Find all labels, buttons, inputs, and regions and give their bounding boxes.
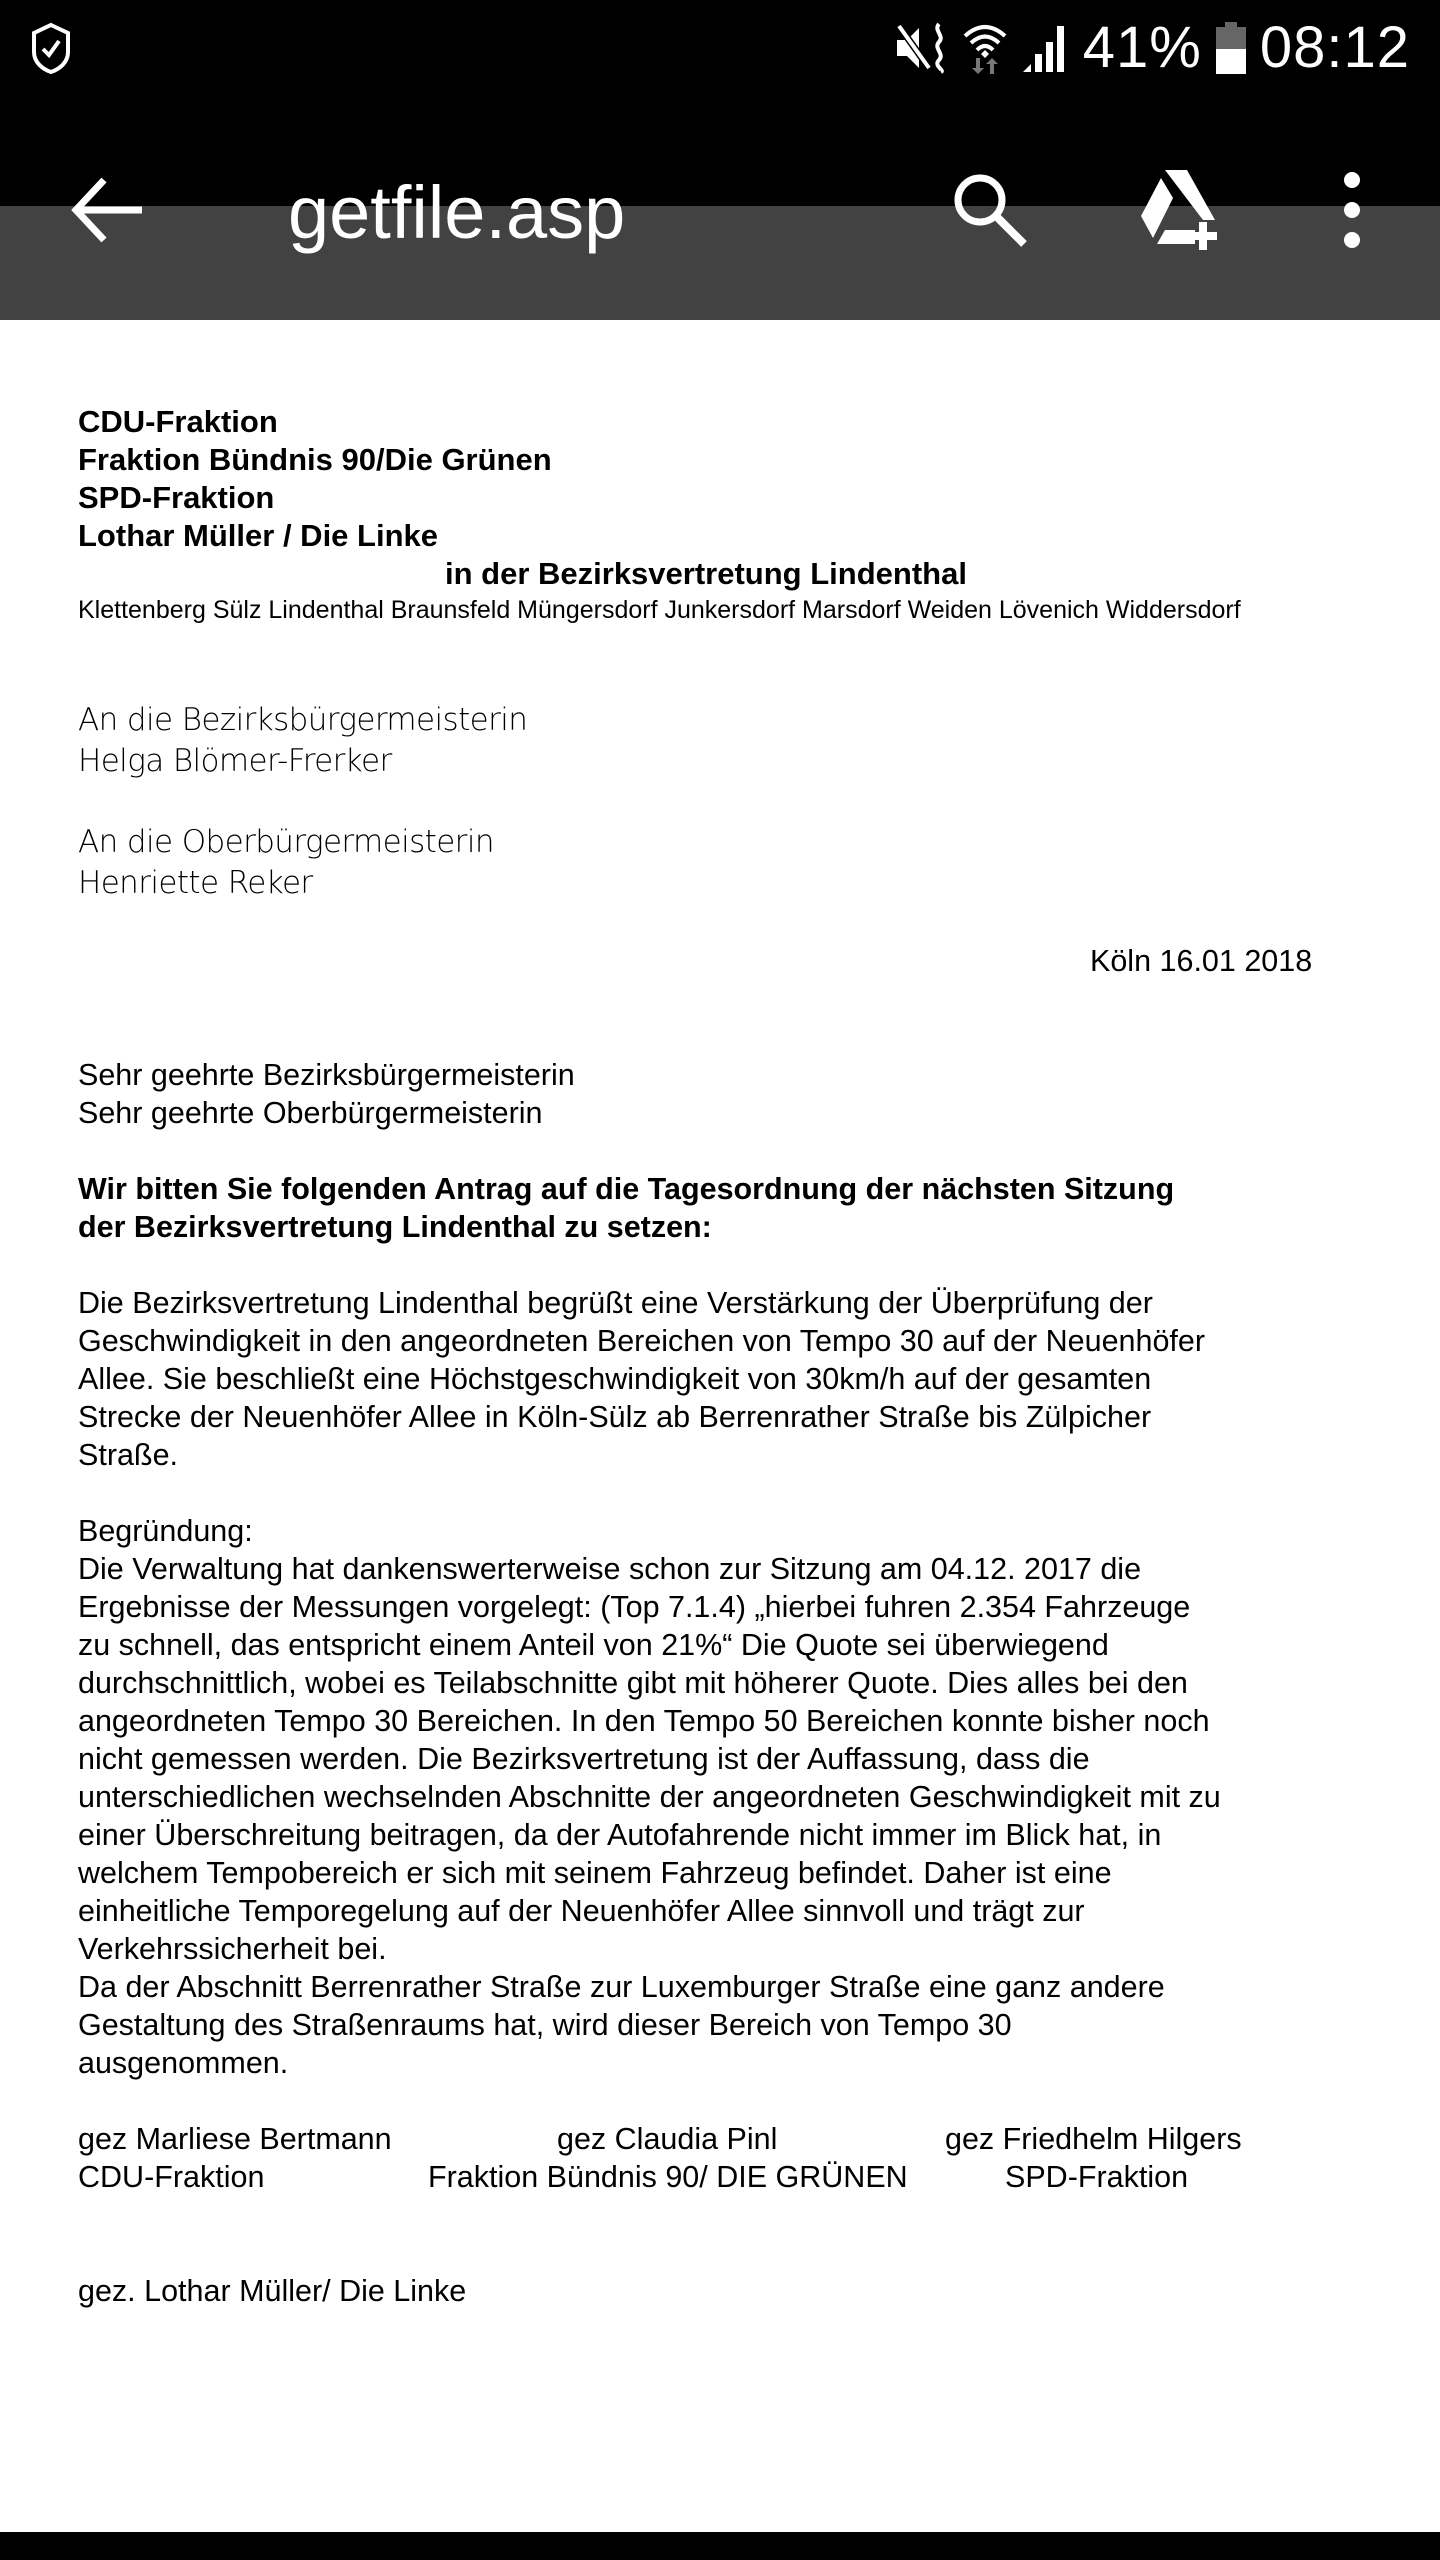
document-page[interactable] [0,320,1440,2532]
more-vert-icon [1330,170,1374,250]
reason-line: einheitliche Temporegelung auf der Neuenhöfer Allee sinnvoll und trägt zur [78,1894,1085,1928]
shield-check-icon [30,22,72,74]
reason-line: unterschiedlichen wechselnden Abschnitte der angeordneten Geschwindigkeit mit zu [78,1780,1221,1814]
motion-line: Allee. Sie beschließt eine Höchstgeschwindigkeit von 30km/h auf der gesamten [78,1362,1152,1396]
body-line: in der Bezirksvertretung Lindenthal [445,556,967,591]
add-to-drive-icon [1135,164,1225,254]
reason-line: durchschnittlich, wobei es Teilabschnitte gibt mit höherer Quote. Dies alles bei den [78,1666,1188,1700]
cell-signal-icon [1021,22,1069,74]
salutation: Sehr geehrte Bezirksbürgermeisterin [78,1058,575,1092]
motion-line: Geschwindigkeit in den angeordneten Bereichen von Tempo 30 auf der Neuenhöfer [78,1324,1206,1358]
reason-line: zu schnell, das entspricht einem Anteil von 21%“ Die Quote sei überwiegend [78,1628,1109,1662]
back-button[interactable] [70,170,150,250]
app-toolbar [0,140,1440,280]
more-options-button[interactable] [1330,170,1374,250]
reason-line: nicht gemessen werden. Die Bezirksvertretung ist der Auffassung, dass die [78,1742,1090,1776]
status-icons [895,15,1410,80]
reason-line: Gestaltung des Straßenraums hat, wird dieser Bereich von Tempo 30 [78,2008,1012,2042]
reason-line: Da der Abschnitt Berrenrather Straße zur Luxemburger Straße eine ganz andere [78,1970,1165,2004]
battery-icon [1216,22,1246,74]
toolbar-title: getfile.asp [288,171,626,254]
districts-line: Klettenberg Sülz Lindenthal Braunsfeld Müngersdorf Junkersdorf Marsdorf Weiden Lövenich Widdersdorf [78,596,1241,624]
final-signature: gez. Lothar Müller/ Die Linke [78,2274,467,2308]
recipient-name: Helga Blömer-Frerker [78,743,392,779]
signature-party: CDU-Fraktion [78,2160,265,2194]
motion-line: Strecke der Neuenhöfer Allee in Köln-Sülz ab Berrenrather Straße bis Zülpicher [78,1400,1152,1434]
motion-line: Straße. [78,1438,179,1472]
sender-line: Fraktion Bündnis 90/Die Grünen [78,442,552,477]
reason-line: Die Verwaltung hat dankenswerterweise schon zur Sitzung am 04.12. 2017 die [78,1552,1142,1586]
wifi-data-icon [963,22,1007,74]
reason-heading: Begründung: [78,1514,253,1548]
reason-line: angeordneten Tempo 30 Bereichen. In den Tempo 50 Bereichen konnte bisher noch [78,1704,1210,1738]
status-bar [0,0,1440,100]
signature-name: gez Marliese Bertmann [78,2122,392,2156]
sender-line: SPD-Fraktion [78,480,275,515]
signature-name: gez Claudia Pinl [557,2122,778,2156]
mute-vibrate-icon [895,22,949,74]
sender-line: Lothar Müller / Die Linke [78,518,438,553]
request-line: Wir bitten Sie folgenden Antrag auf die Tagesordnung der nächsten Sitzung [78,1172,1175,1206]
signature-party: SPD-Fraktion [1005,2160,1189,2194]
recipient-name: Henriette Reker [78,865,313,901]
place-date: Köln 16.01 2018 [1090,944,1313,978]
arrow-back-icon [70,170,150,250]
add-to-drive-button[interactable] [1135,164,1225,254]
reason-line: einer Überschreitung beitragen, da der Autofahrende nicht immer im Blick hat, in [78,1818,1162,1852]
signature-name: gez Friedhelm Hilgers [945,2122,1242,2156]
reason-line: Ergebnisse der Messungen vorgelegt: (Top 7.1.4) „hierbei fuhren 2.354 Fahrzeuge [78,1590,1191,1624]
reason-line: Verkehrssicherheit bei. [78,1932,387,1966]
reason-line: ausgenommen. [78,2046,289,2080]
navigation-bar [0,2532,1440,2560]
battery-percent: 41% [1082,15,1202,80]
sender-line: CDU-Fraktion [78,404,278,439]
motion-line: Die Bezirksvertretung Lindenthal begrüßt eine Verstärkung der Überprüfung der [78,1286,1153,1320]
request-line: der Bezirksvertretung Lindenthal zu setzen: [78,1210,712,1244]
salutation: Sehr geehrte Oberbürgermeisterin [78,1096,543,1130]
reason-line: welchem Tempobereich er sich mit seinem Fahrzeug befindet. Daher ist eine [78,1856,1112,1890]
recipient-title: An die Oberbürgermeisterin [78,824,494,860]
search-icon [950,170,1030,250]
signature-party: Fraktion Bündnis 90/ DIE GRÜNEN [428,2160,908,2194]
recipient-title: An die Bezirksbürgermeisterin [78,702,528,738]
clock: 08:12 [1259,15,1410,80]
search-button[interactable] [950,170,1030,250]
